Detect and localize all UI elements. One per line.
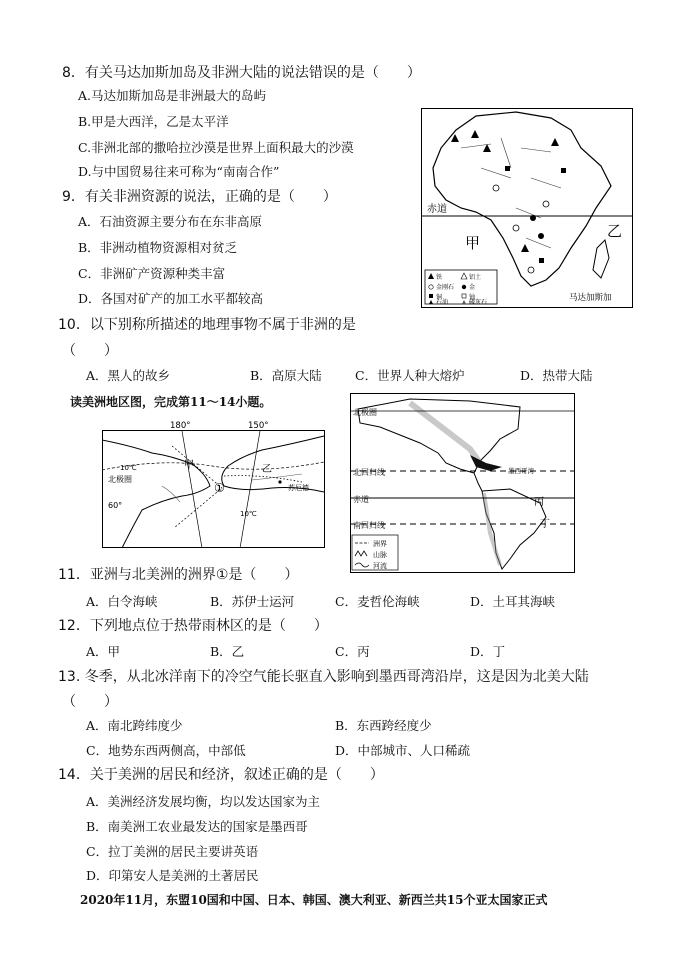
lon-150-label: 150° [248,421,269,431]
africa-equator-label: 赤道 [427,204,447,215]
legend-mountains: 山脉 [373,551,387,559]
q9-option-b: B．非洲动植物资源相对贫乏 [78,240,238,255]
q12-option-a: A．甲 [86,644,121,659]
legend-oil: 石油 [436,299,449,306]
q10-paren: （ ） [62,343,118,359]
q9-stem: 9．有关非洲资源的说法，正确的是（ ） [62,189,337,205]
q13-option-c: C．地势东西两侧高，中部低 [86,743,246,758]
q13-paren: （ ） [62,694,118,710]
africa-label-jia: 甲 [465,234,481,252]
bering-arctic-circle-label: 北极圈 [108,475,132,484]
q11-option-c: C．麦哲伦海峡 [335,594,420,609]
madagascar-label: 马达加斯加 [569,293,612,303]
q8-stem: 8．有关马达加斯加岛及非洲大陆的说法错误的是（ ） [62,65,421,81]
america-equator-label: 赤道 [353,495,369,504]
q9-option-c: C．非洲矿产资源种类丰富 [78,266,226,281]
q8-option-a: A.马达加斯加岛是非洲最大的岛屿 [78,88,267,103]
tropic-of-capricorn-label: 南回归线 [353,521,385,530]
q13-stem: 13. 冬季，从北冰洋南下的冷空气能长驱直入影响到墨西哥湾沿岸，这是因为北美大陆 [58,669,589,685]
africa-resource-map [421,108,633,308]
q14-stem: 14．关于美洲的居民和经济，叙述正确的是（ ） [58,767,384,783]
bering-label-jia: 甲 [184,460,194,471]
seward-label: 苏厄德 [288,484,309,492]
lat-60-label: 60° [108,501,123,510]
legend-bauxite: 铝土 [469,274,482,281]
q13-option-d: D．中部城市、人口稀疏 [335,743,471,758]
america-label-ding: 丁 [540,519,550,530]
q10-option-d: D．热带大陆 [520,368,593,383]
africa-label-yi: 乙 [607,222,623,240]
q13-option-b: B．东西跨经度少 [335,718,432,733]
q13-option-a: A．南北跨纬度少 [86,718,183,733]
q10-option-b: B．高原大陆 [250,368,322,383]
legend-phosphate: 磷灰石 [469,299,488,306]
q12-option-d: D．丁 [470,644,506,659]
q10-option-a: A．黑人的故乡 [86,368,171,383]
q12-option-b: B．乙 [210,644,245,659]
americas-map [350,393,575,573]
q12-option-c: C．丙 [335,644,370,659]
q9-option-a: A．石油资源主要分布在东非高原 [78,214,263,229]
lon-180-label: 180° [170,421,191,431]
q14-option-b: B．南美洲工农业最发达的国家是墨西哥 [86,819,308,834]
q11-option-a: A．白令海峡 [86,594,158,609]
q8-option-b: B.甲是大西洋，乙是太平洋 [78,114,229,129]
legend-rivers: 河流 [373,562,387,570]
q8-option-c: C.非洲北部的撒哈拉沙漠是世界上面积最大的沙漠 [78,140,354,155]
q10-option-c: C．世界人种大熔炉 [355,368,465,383]
q14-option-a: A．美洲经济发展均衡，均以发达国家为主 [86,794,321,809]
strait-marker-1: ① [214,481,225,495]
closing-paragraph: 2020年11月，东盟10国和中国、日本、韩国、澳大利亚、新西兰共15个亚太国家正式 [80,893,548,907]
legend-copper: 铜 [436,294,443,301]
legend-diamond: 金刚石 [436,284,455,291]
bering-label-yi: 乙 [262,464,272,475]
isotherm-10c-west: 10℃ [120,464,137,472]
gulf-of-mexico-label: 墨西哥湾 [508,467,534,475]
q9-option-d: D．各国对矿产的加工水平都较高 [78,291,264,306]
q14-option-c: C．拉丁美洲的居民主要讲英语 [86,844,259,859]
legend-continent-boundary: 洲界 [373,540,387,548]
q11-option-b: B．苏伊士运河 [210,594,295,609]
america-arctic-circle-label: 北极圈 [353,408,377,417]
q10-stem: 10．以下别称所描述的地理事物不属于非洲的是 [58,317,356,333]
q11-option-d: D．土耳其海峡 [470,594,556,609]
reading-intro: 读美洲地区图，完成第11～14小题。 [70,395,272,409]
isotherm-10c-east: 10℃ [240,510,257,518]
legend-gold: 金 [469,284,476,291]
america-label-bing: 丙 [534,497,544,508]
legend-uranium: 铀 [469,294,476,301]
q14-option-d: D．印第安人是美洲的土著居民 [86,868,259,883]
q11-stem: 11．亚洲与北美洲的洲界①是（ ） [58,567,299,583]
q12-stem: 12．下列地点位于热带雨林区的是（ ） [58,618,328,634]
legend-iron: 铁 [436,274,443,281]
tropic-of-cancer-label: 北回归线 [353,468,385,477]
q8-option-d: D.与中国贸易往来可称为“南南合作” [78,164,280,179]
bering-strait-map [102,418,325,548]
